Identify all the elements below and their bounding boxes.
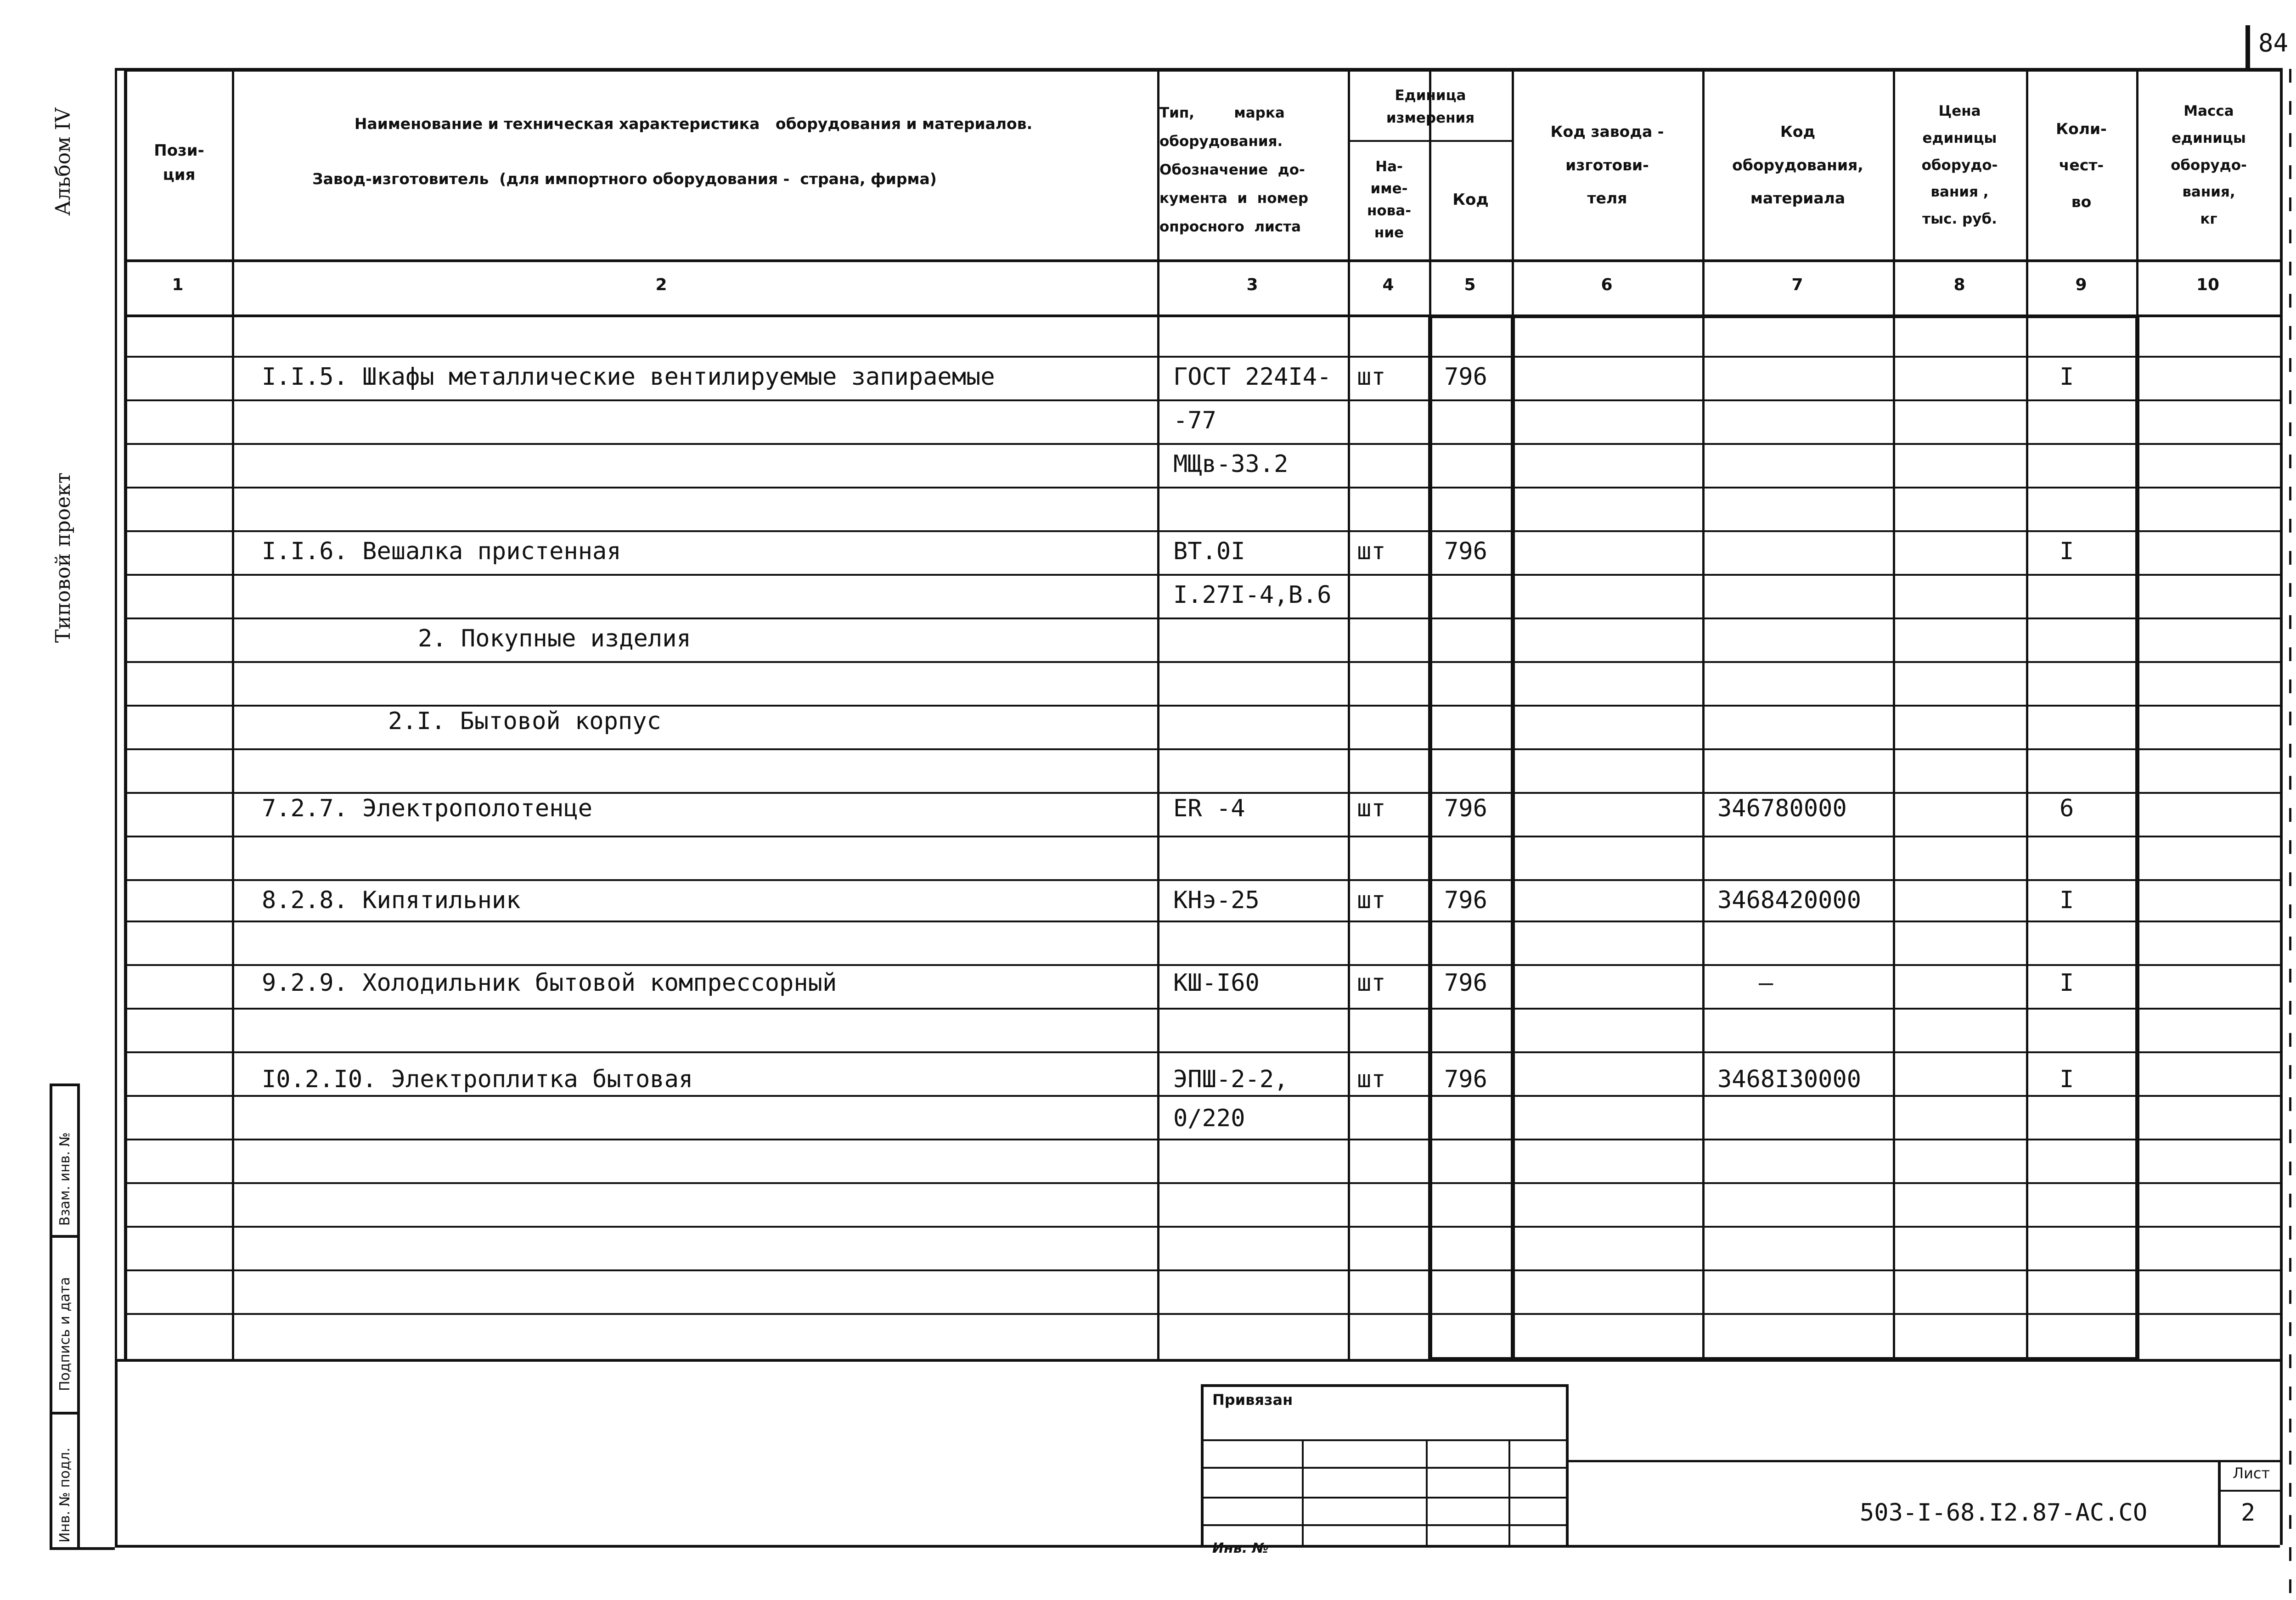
row-name: 8.2.8. Кипятильник: [262, 887, 521, 914]
grid-line: [124, 836, 2280, 837]
grid-line: [2289, 679, 2291, 693]
grid-line: [2289, 1515, 2291, 1529]
grid-line: [2289, 840, 2291, 854]
grid-line: [2289, 1547, 2291, 1561]
header-unit-group: Единица измерения: [1386, 87, 1475, 126]
column-number-8: 8: [1953, 275, 1965, 294]
sheet-label: Лист: [2233, 1465, 2270, 1482]
grid-line: [1201, 1497, 1566, 1499]
grid-line: [2289, 1129, 2291, 1143]
header-qty: Коли- чест- во: [2056, 120, 2107, 211]
grid-line: [50, 1084, 52, 1547]
grid-line: [124, 661, 2280, 663]
grid-line: [2218, 1460, 2221, 1545]
grid-line: [1302, 1439, 1304, 1545]
row-qty: I: [2060, 363, 2074, 391]
row-type: ER -4: [1173, 795, 1245, 822]
grid-line: [2289, 1579, 2291, 1593]
header-name-line2: Завод-изготовитель (для импортного оборудования - страна, фирма): [312, 170, 937, 188]
album-label: Альбом IV: [51, 107, 75, 216]
row-type: КШ-I60: [1173, 969, 1260, 997]
grid-line: [2289, 1065, 2291, 1079]
row-unit: шт: [1357, 363, 1386, 391]
grid-line: [2289, 1451, 2291, 1465]
grid-line: [1201, 1524, 1566, 1526]
row-equip-code: 3468I30000: [1717, 1066, 1862, 1093]
row-unit: шт: [1357, 795, 1386, 822]
column-number-3: 3: [1246, 275, 1258, 294]
grid-line: [1201, 1384, 1204, 1545]
grid-line: [1201, 1467, 1566, 1469]
grid-line: [115, 68, 117, 1547]
row-qty: I: [2060, 969, 2074, 997]
column-number-7: 7: [1791, 275, 1803, 294]
row-unit: шт: [1357, 887, 1386, 914]
grid-line: [1201, 1384, 1566, 1387]
grid-line: [1428, 314, 2138, 318]
grid-line: [2289, 101, 2291, 115]
podpis-label: Подпись и дата: [57, 1277, 73, 1391]
grid-line: [2289, 712, 2291, 725]
header-type: Тип, марка оборудования. Обозначение до- кумента и номер опросного листа: [1159, 105, 1309, 235]
grid-line: [2289, 326, 2291, 340]
row-type: ГОСТ 224I4-: [1173, 363, 1332, 391]
header-unit-code: Код: [1452, 190, 1489, 209]
row-name: I0.2.I0. Электроплитка бытовая: [262, 1066, 693, 1093]
grid-line: [2289, 808, 2291, 822]
grid-line: [2289, 455, 2291, 468]
grid-line: [115, 68, 124, 71]
grid-line: [124, 399, 2280, 401]
row-unit-code: 796: [1444, 795, 1487, 822]
header-unit-name: На- име- нова- ние: [1367, 158, 1412, 241]
grid-line: [124, 487, 2280, 488]
grid-line: [2289, 904, 2291, 918]
grid-line: [2289, 1322, 2291, 1336]
row-unit: шт: [1357, 969, 1386, 997]
header-position: Пози- ция: [154, 141, 204, 184]
grid-line: [50, 1412, 79, 1415]
grid-line: [2289, 872, 2291, 886]
grid-line: [2289, 615, 2291, 629]
grid-line: [50, 1084, 79, 1086]
grid-line: [2289, 647, 2291, 661]
grid-line: [2289, 969, 2291, 982]
grid-line: [1566, 1384, 1569, 1545]
grid-line: [2289, 1354, 2291, 1368]
grid-line: [2289, 487, 2291, 500]
grid-line: [1428, 1357, 2138, 1361]
row-equip-code: –: [1759, 969, 1773, 997]
grid-line: [2289, 1097, 2291, 1111]
grid-line: [2218, 1490, 2280, 1492]
grid-line: [124, 574, 2280, 576]
row-name: 2.I. Бытовой корпус: [388, 707, 661, 735]
grid-line: [50, 1235, 79, 1238]
header-mass: Масса единицы оборудо- вания, кг: [2171, 102, 2247, 228]
grid-line: [124, 964, 2280, 966]
row-equip-code: 346780000: [1717, 795, 1847, 822]
grid-line: [1893, 68, 1895, 1359]
grid-line: [2289, 422, 2291, 436]
grid-line: [1201, 1439, 1566, 1441]
row-qty: I: [2060, 887, 2074, 914]
grid-line: [2289, 390, 2291, 404]
row-unit-code: 796: [1444, 363, 1487, 391]
grid-line: [124, 1313, 2280, 1315]
grid-line: [124, 68, 127, 1359]
grid-line: [1566, 1460, 2280, 1462]
row-unit-code: 796: [1444, 969, 1487, 997]
header-plant-code: Код завода - изготови- теля: [1550, 123, 1664, 208]
grid-line: [1508, 1439, 1510, 1545]
row-equip-code: 3468420000: [1717, 887, 1862, 914]
column-number-5: 5: [1464, 275, 1476, 294]
row-name: 9.2.9. Холодильник бытовой компрессорный: [262, 969, 837, 997]
grid-line: [2289, 1162, 2291, 1175]
grid-line: [2289, 1290, 2291, 1304]
row-qty: I: [2060, 538, 2074, 565]
grid-line: [124, 921, 2280, 922]
grid-line: [2289, 1483, 2291, 1497]
column-number-2: 2: [655, 275, 667, 294]
row-qty: I: [2060, 1066, 2074, 1093]
grid-line: [2289, 551, 2291, 565]
row-type: ЭПШ-2-2,: [1173, 1066, 1289, 1093]
header-name-line1: Наименование и техническая характеристика оборудования и материалов.: [354, 115, 1033, 133]
grid-line: [2289, 1194, 2291, 1207]
header-equip-code: Код оборудования, материала: [1732, 123, 1863, 208]
grid-line: [2289, 165, 2291, 179]
grid-line: [115, 1545, 2280, 1548]
row-type: I.27I-4,В.6: [1173, 581, 1332, 609]
grid-line: [1702, 68, 1705, 1359]
grid-line: [2026, 68, 2028, 1359]
grid-line: [2289, 1387, 2291, 1400]
grid-line: [2289, 197, 2291, 211]
grid-line: [2289, 69, 2291, 83]
grid-line: [77, 1084, 80, 1547]
project-label: Типовой проект: [51, 472, 75, 643]
row-name: I.I.5. Шкафы металлические вентилируемые запираемые: [262, 363, 995, 391]
column-number-10: 10: [2196, 275, 2220, 294]
document-code: 503-I-68.I2.87-АС.СО: [1860, 1499, 2148, 1527]
grid-line: [2289, 230, 2291, 243]
grid-line: [124, 1269, 2280, 1271]
row-unit-code: 796: [1444, 887, 1487, 914]
row-type: КНэ-25: [1173, 887, 1260, 914]
grid-line: [2289, 294, 2291, 308]
grid-line: [124, 443, 2280, 445]
grid-line: [124, 792, 2280, 794]
grid-line: [124, 1226, 2280, 1228]
grid-line: [2289, 519, 2291, 533]
header-price: Цена единицы оборудо- вания , тыс. руб.: [1921, 102, 1998, 228]
sheet-number: 2: [2241, 1499, 2256, 1527]
grid-line: [124, 1139, 2280, 1140]
column-number-1: 1: [172, 275, 184, 294]
grid-line: [2289, 583, 2291, 597]
grid-line: [1157, 68, 1159, 1359]
row-name: I.I.6. Вешалка пристенная: [262, 538, 621, 565]
grid-line: [1426, 1439, 1428, 1545]
row-qty: 6: [2060, 795, 2074, 822]
grid-line: [1348, 68, 1350, 1359]
grid-line: [2289, 1001, 2291, 1015]
grid-line: [2289, 744, 2291, 758]
grid-line: [2289, 1419, 2291, 1432]
row-name: 2. Покупные изделия: [418, 625, 691, 652]
grid-line: [124, 1008, 2280, 1010]
vzam-label: Взам. инв. №: [57, 1132, 73, 1226]
row-type: МЩв-33.2: [1173, 450, 1289, 478]
grid-line: [124, 259, 2280, 262]
stamp-privyazan: Привязан: [1212, 1391, 1293, 1409]
column-number-4: 4: [1382, 275, 1394, 294]
grid-line: [50, 1547, 115, 1550]
grid-line: [2280, 1359, 2283, 1545]
grid-line: [2289, 1033, 2291, 1047]
grid-line: [232, 68, 234, 1359]
column-number-9: 9: [2075, 275, 2087, 294]
grid-line: [124, 356, 2280, 358]
grid-line: [124, 618, 2280, 619]
page-number-box: [2245, 25, 2250, 71]
row-unit-code: 796: [1444, 538, 1487, 565]
page-number: 84: [2258, 28, 2289, 57]
inv-podl-label: Инв. № подл.: [57, 1448, 73, 1543]
grid-line: [124, 1051, 2280, 1053]
grid-line: [2289, 776, 2291, 790]
grid-line: [2289, 358, 2291, 372]
row-type: -77: [1173, 407, 1216, 434]
row-type: ВТ.0I: [1173, 538, 1245, 565]
grid-line: [2289, 1258, 2291, 1272]
row-unit: шт: [1357, 1066, 1386, 1093]
grid-line: [124, 1095, 2280, 1097]
grid-line: [2289, 133, 2291, 147]
row-unit-code: 796: [1444, 1066, 1487, 1093]
grid-line: [124, 879, 2280, 881]
row-type: 0/220: [1173, 1105, 1245, 1132]
grid-line: [2289, 1226, 2291, 1240]
grid-line: [2289, 262, 2291, 275]
stamp-inv: Инв. №: [1212, 1540, 1269, 1556]
grid-line: [1348, 140, 1512, 142]
grid-line: [124, 530, 2280, 532]
column-number-6: 6: [1601, 275, 1613, 294]
grid-line: [124, 705, 2280, 707]
grid-line: [124, 1182, 2280, 1184]
row-unit: шт: [1357, 538, 1386, 565]
row-name: 7.2.7. Электрополотенце: [262, 795, 593, 822]
grid-line: [124, 68, 2280, 72]
grid-line: [2289, 937, 2291, 950]
grid-line: [2280, 68, 2283, 1359]
grid-line: [124, 748, 2280, 750]
